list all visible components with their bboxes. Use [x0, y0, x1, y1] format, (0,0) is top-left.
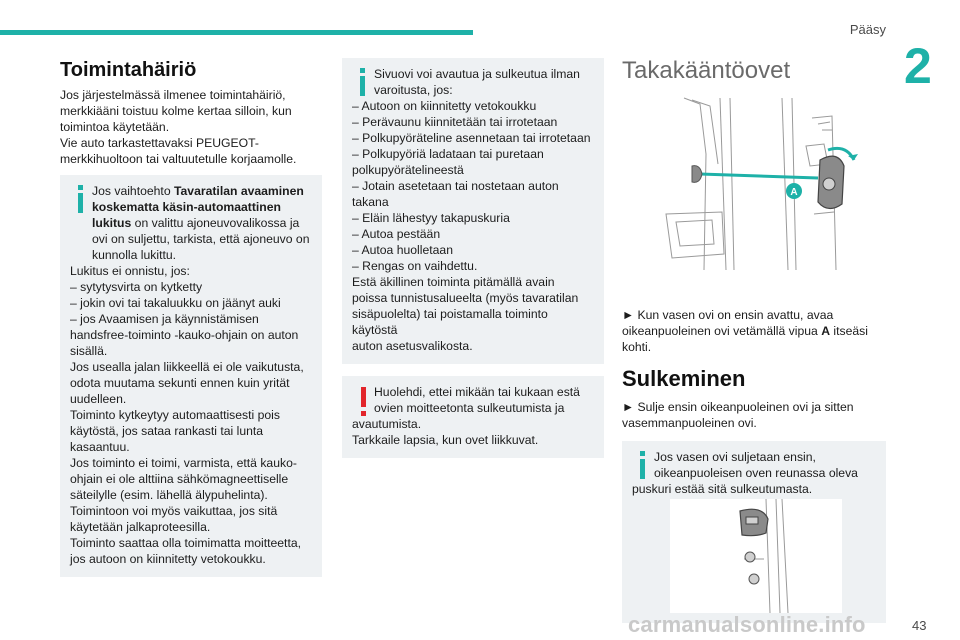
- closing-instruction: ► Sulje ensin oikeanpuoleinen ovi ja sitten vasemmanpuoleinen ovi.: [622, 400, 854, 430]
- open-suffix: itseäsi kohti.: [622, 324, 868, 354]
- info-box-side-door: [342, 58, 604, 364]
- info-list: – Autoon on kiinnitetty vetokoukku – Perävaunu kiinnitetään tai irrotetaan – Polkupyöräteline asennetaan tai irrotetaan – Polkupyöriä ladataan tai puretaan polkupyörätelineestä – Jotain asetetaan tai nostetaan auton takana – Eläin lähestyy takapuskuria – Autoa pestään – Autoa huolletaan – Rengas on vaihdettu. Estä äkillinen toiminta pitämällä avain poissa tunnistusalueelta (myös tavaratilan sisäpuolelta) tai poistamalla toiminto käytöstä auton asetusvalikosta.: [352, 99, 591, 353]
- info-box-handsfree: [60, 175, 322, 577]
- watermark: carmanualsonline.info: [628, 612, 866, 637]
- header-accent-bar: [0, 30, 473, 35]
- column-3: [622, 56, 886, 623]
- open-prefix: ► Kun vasen ovi on ensin avattu, avaa oikeanpuoleinen ovi vetämällä vipua: [622, 308, 834, 338]
- info-first: Sivuovi voi avautua ja sulkeutua ilman varoitusta, jos:: [374, 67, 580, 97]
- heading-malfunction: Toimintahäiriö: [60, 59, 197, 81]
- info-prefix: Jos vaihtoehto: [92, 184, 174, 198]
- info-icon: [71, 185, 91, 215]
- heading-rear-doors: Takakääntöovet: [622, 57, 791, 84]
- label-a-marker: A: [790, 187, 798, 198]
- info-icon: [633, 451, 653, 481]
- warning-icon: [354, 387, 374, 419]
- warning-rest: avautumista. Tarkkaile lapsia, kun ovet liikkuvat.: [352, 417, 539, 447]
- bumper-drawing: [670, 499, 842, 613]
- info-bold: Tavaratilan avaaminen koskematta käsin-automaattinen lukitus: [92, 184, 304, 230]
- door-lever-drawing: [622, 94, 886, 270]
- info-suffix: on valittu ajoneuvovalikossa ja ovi on suljettu, tarkista, että ajoneuvo on kunnolla lukittu.: [92, 216, 310, 262]
- bumper-illustration: [670, 499, 842, 613]
- chapter-number: 2: [904, 38, 932, 94]
- info-text: [70, 183, 312, 263]
- closing-info-first: Jos vasen ovi suljetaan ensin, oikeanpuoleisen oven reunassa oleva: [654, 450, 858, 480]
- heading-closing: Sulkeminen: [622, 366, 746, 391]
- section-title: Pääsy: [849, 22, 886, 37]
- column-2: [342, 58, 604, 458]
- warning-first: Huolehdi, ettei mikään tai kukaan estä ovien moitteetonta sulkeutumista ja: [374, 385, 580, 415]
- column-1: [60, 58, 322, 577]
- info-details: Lukitus ei onnistu, jos: – sytytysvirta on kytketty – jokin ovi tai takaluukku on jäänyt auki – jos Avaamisen ja käynnistämisen handsfree-toiminto -kauko-ohjain on auton sisällä. Jos usealla jalan liikkeellä ei ole vaikutusta, odota muutama sekunti ennen kuin yrität uudelleen. Toiminto kytkeytyy automaattisesti pois käytöstä, jos sataa rankasti tai lunta kasaantuu. Jos toiminto ei toimi, varmista, että kauko- ohjain ei ole alttiina sähkömagneettiselle säteilylle (esim. lähellä älypuhelinta). Toimintoon voi myös vaikuttaa, jos sitä käytetään jalkaproteesilla. Toiminto saattaa olla toimimatta moitteetta, jos autoon on kiinnitetty vetokoukku.: [70, 264, 304, 566]
- warning-box: [342, 376, 604, 458]
- closing-info-rest: puskuri estää sitä sulkeutumasta.: [632, 482, 813, 496]
- malfunction-text: Jos järjestelmässä ilmenee toimintahäiriö, merkkiääni toistuu kolme kertaa silloin, kun toimintoa käytetään. Vie auto tarkastettavaksi PEUGEOT- merkkihuoltoon tai valtuutetulle korjaamolle.: [60, 88, 297, 166]
- lever-a-label: A: [821, 324, 831, 338]
- page-number: 43: [912, 618, 927, 633]
- info-box-closing: [622, 441, 886, 623]
- info-icon: [353, 68, 373, 98]
- rear-door-lever-illustration: [622, 94, 886, 270]
- open-instruction: [622, 307, 886, 355]
